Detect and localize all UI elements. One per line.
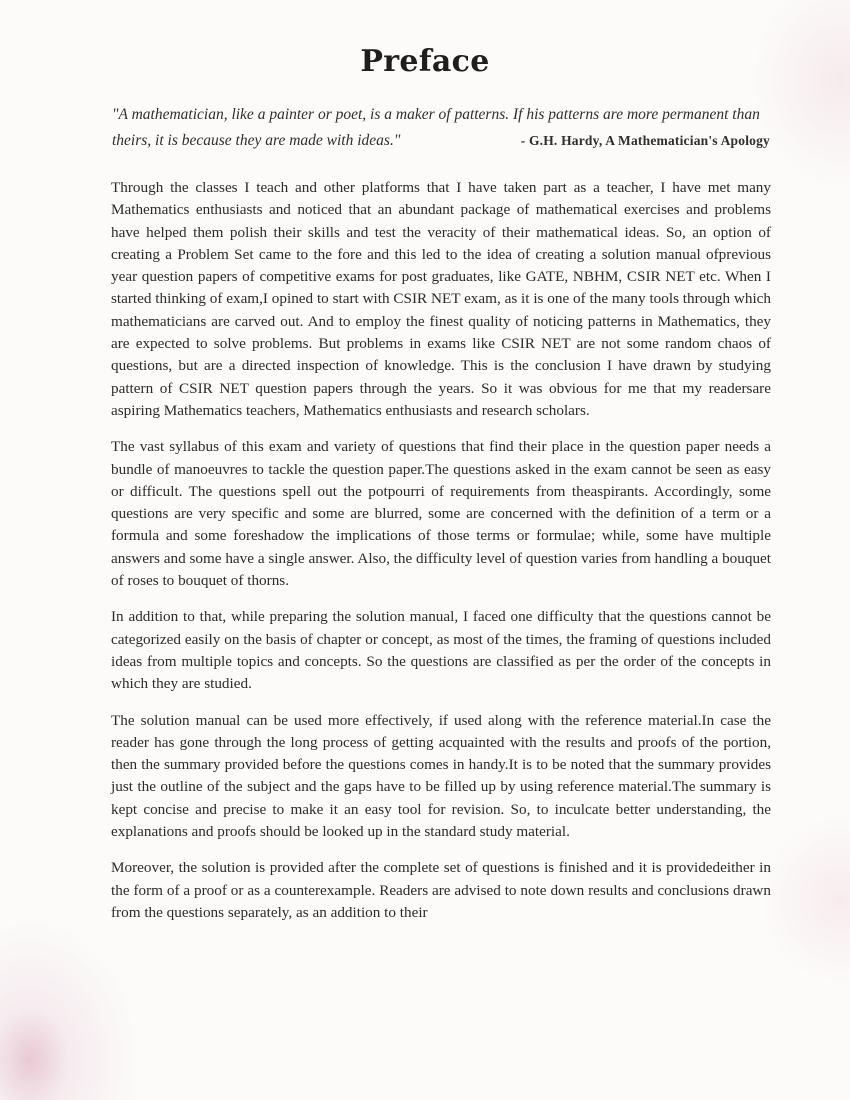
epigraph-text: "A mathematician, like a painter or poet, is a maker of patterns. If his patterns are more permanent than theirs, it is because they are made with ideas." <box>112 106 760 149</box>
paragraph: Moreover, the solution is provided after the complete set of questions is finished and it is providedeither in the form of a proof or as a counterexample. Readers are advised to note down results and conclusions drawn from the questions separately, as an addition to their <box>111 859 771 921</box>
page-title: Preface <box>360 44 490 79</box>
epigraph <box>112 102 792 154</box>
paragraph: The solution manual can be used more effectively, if used along with the reference material.In case the reader has gone through the long process of getting acquainted with the results and proofs of the portion, then the summary provided before the questions comes in handy.It is to be noted that the summary provides just the outline of the subject and the gaps have to be filled up by using reference material.The summary is kept concise and precise to make it an easy tool for revision. So, to inculcate better understanding, the explanations and proofs should be looked up in the standard study material. <box>111 711 771 841</box>
epigraph-attribution: - G.H. Hardy, A Mathematician's Apology <box>520 133 770 148</box>
paragraph: In addition to that, while preparing the solution manual, I faced one difficulty that the questions cannot be categorized easily on the basis of chapter or concept, as most of the times, the framing of questions included ideas from multiple topics and concepts. So the questions are classified as per the order of the concepts in which they are studied. <box>111 608 771 693</box>
paragraph: The vast syllabus of this exam and variety of questions that find their place in the question paper needs a bundle of manoeuvres to tackle the question paper.The questions asked in the exam cannot be seen as easy or difficult. The questions spell out the potpourri of requirements from theaspirants. Accordingly, some questions are very specific and some are blurred, some are concerned with the definition of a term or a formula and some foreshadow the implications of those terms or formulae; while, some have multiple answers and some have a single answer. Also, the difficulty level of question varies from handling a bouquet of roses to bouquet of thorns. <box>111 438 771 590</box>
preface-body <box>111 177 771 938</box>
paragraph: Through the classes I teach and other platforms that I have taken part as a teacher, I have met many Mathematics enthusiasts and noticed that an abundant package of mathematical exercises and problems have helped them polish their skills and test the veracity of their mathematical ideas. So, an option of creating a Problem Set came to the fore and this led to the idea of creating a solution manual ofprevious year question papers of competitive exams for post graduates, like GATE, NBHM, CSIR NET etc. When I started thinking of exam,I opined to start with CSIR NET exam, as it is one of the many tools through which mathematicians are carved out. And to employ the finest quality of noticing patterns in Mathematics, they are expected to solve problems. But problems in exams like CSIR NET are not some random chaos of questions, but are a directed inspection of knowledge. This is the conclusion I have drawn by studying pattern of CSIR NET question papers through the years. So it was obvious for me that my readersare aspiring Mathematics teachers, Mathematics enthusiasts and research scholars. <box>111 179 771 419</box>
